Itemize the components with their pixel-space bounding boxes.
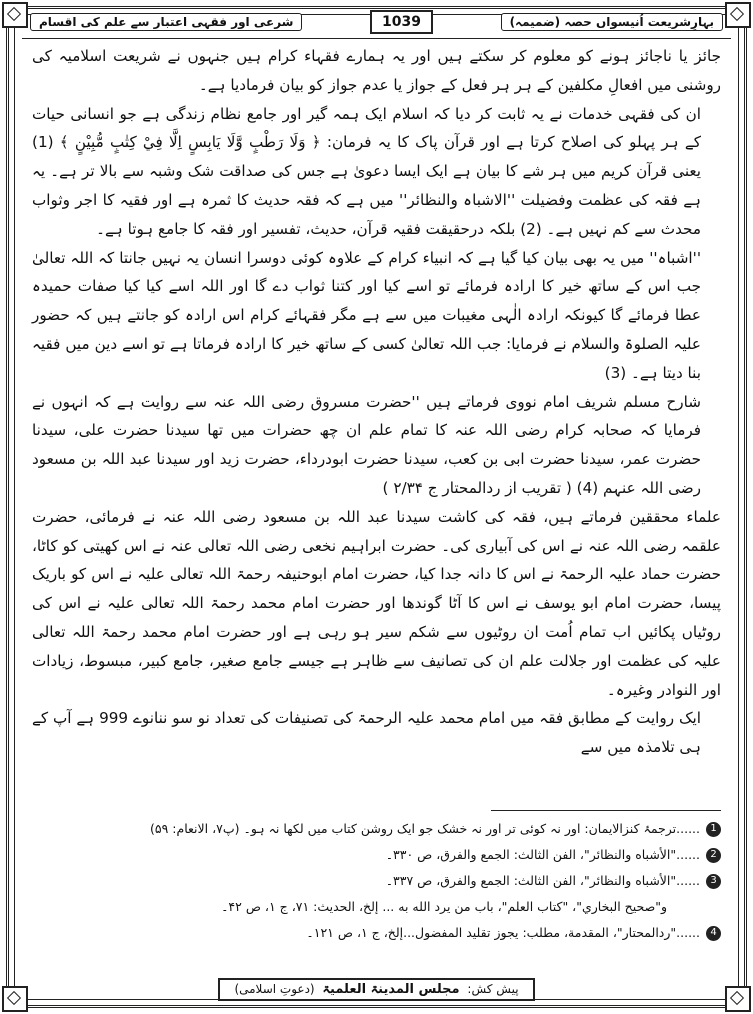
publisher-name: مجلس المدینۃ العلمیۃ: [322, 981, 460, 997]
paragraph: جائز یا ناجائز ہونے کو معلوم کر سکتے ہیں اور یہ ہمارے فقہاء کرام ہیں جنہوں نے شریعت اسلامیہ کی روشنی میں افعالِ مکلفین کے ہر ہر فعل کے جواز یا عدم جواز کو بیان فرمادیا ہے۔: [32, 47, 721, 94]
footnote-number: 4: [706, 926, 721, 941]
footer-suffix: (دعوتِ اسلامی): [234, 981, 315, 996]
footnote-number: 1: [706, 822, 721, 837]
footnote-number: 3: [706, 874, 721, 889]
paragraph: ''اشباہ'' میں یہ بھی بیان کیا گیا ہے کہ انبیاء کرام کے علاوہ کوئی دوسرا انسان یہ نہیں جانتا کہ اللہ تعالیٰ جب اس کے ساتھ خیر کا ارادہ فرمائے تو اسے کیا اور کتنا ثواب دے گا اور اللہ اسے کیا کیا صفات حمیدہ عطا فرمائے گا کیونکہ ارادہ الٰہی مغیبات میں سے ہے مگر فقہائے کرام اس ارادہ کو جانتے ہیں کہ حضور علیہ الصلوۃ والسلام نے فرمایا: جب اللہ تعالیٰ کسی کے ساتھ خیر کا ارادہ فرماتا ہے تو اسے دین میں فقیہ بنا دیتا ہے۔ (3): [32, 248, 701, 382]
publisher-box: [218, 978, 534, 1001]
footnotes: [32, 816, 721, 946]
page-number: 1039: [370, 10, 433, 34]
footnote: [32, 920, 721, 946]
header-divider: [22, 38, 731, 39]
main-text: [32, 42, 721, 762]
section-title: شرعی اور فقہی اعتبار سے علم کی اقسام: [30, 13, 302, 31]
footnote-text: و"صحيح البخاري"، "كتاب العلم"، باب من يرد الله به ... إلخ، الحديث: ۷۱، ج ۱، ص ۴۲۔: [221, 899, 667, 914]
paragraph: علماء محققین فرماتے ہیں، فقہ کی کاشت سیدنا عبد اللہ بن مسعود رضی اللہ عنہ نے فرمائی، حضرت علقمہ رضی اللہ عنہ نے اس کی آبیاری کی۔ حضرت ابراہیم نخعی رضی اللہ تعالی عنہ نے اس کھیتی کو کاٹا، حضرت حماد علیہ الرحمۃ نے اس کا دانہ جدا کیا، حضرت امام ابوحنیفہ رحمۃ اللہ تعالی علیہ نے اس کو باریک پیسا، حضرت امام ابو یوسف نے اس کا آٹا گوندھا اور حضرت امام محمد رحمۃ اللہ تعالی علیہ نے اس کی روٹیاں پکائیں اب تمام اُمت ان روٹیوں سے شکم سیر ہو رہی ہے اور حضرت امام محمد رحمۃ اللہ تعالی علیہ کی عظمت اور جلالت علم ان کی تصانیف سے ظاہر ہے جیسے جامع صغیر، جامع کبیر، مبسوط، زیادات اور النوادر وغیرہ۔: [32, 507, 721, 699]
page-footer: [0, 974, 753, 1004]
footnote-text: ......ترجمۂ کنزالایمان: اور نہ کوئی تر اور نہ خشک جو ایک روشن کتاب میں لکھا نہ ہو۔ (پ۷، الانعام: ۵۹): [149, 821, 700, 836]
footnote-continuation: [32, 894, 721, 920]
footnote-text: ......"الأشباه والنظائر"، الفن الثالث: الجمع والفرق، ص ۳۳۷۔: [385, 873, 700, 888]
footnote-divider: [491, 810, 721, 811]
paragraph: ان کی فقہی خدمات نے یہ ثابت کر دیا کہ اسلام ایک ہمہ گیر اور جامع نظام زندگی ہے جو انسانی حیات کے ہر پہلو کی اصلاح کرتا ہے اور قرآن پاک کا یہ فرمان: ﴿ وَلَا رَطْبٍ وَّلَا يَابِسٍ اِلَّا فِيْ كِتٰبٍ مُّبِيْنٍ ﴾ (1) یعنی قرآن کریم میں ہر شے کا بیان ہے ایک ایسا دعویٰ ہے جس کی صداقت شک وشبہ سے بالا تر ہے۔ یہ ہے فقہ کی عظمت وفضیلت ''الاشباہ والنظائر'' میں ہے کہ فقہ حدیث کا ثمرہ ہے اور فقیہ کا اجر وثواب محدث سے کم نہیں ہے۔ (2) بلکہ درحقیقت فقیہ قرآن، حدیث، تفسیر اور فقہ کا جامع ہوتا ہے۔: [32, 104, 701, 238]
paragraph: شارح مسلم شریف امام نووی فرماتے ہیں ''حضرت مسروق رضی اللہ عنہ سے روایت ہے کہ انہوں نے فرمایا کہ صحابہ کرام رضی اللہ عنہ کا تمام علم ان چھ حضرات میں تھا سیدنا حضرت علی، سیدنا حضرت عمر، سیدنا حضرت ابی بن کعب، سیدنا حضرت ابودرداء، حضرت زید اور سیدنا عبد اللہ بن مسعود رضی اللہ عنہم (4) ( تقریب از ردالمحتار ج ۲/۳۴ ): [32, 392, 701, 497]
page-header: [30, 8, 723, 36]
corner-ornament: [2, 2, 28, 28]
footnote-text: ......"ردالمحتار"، المقدمة، مطلب: يجوز تقليد المفضول...إلخ، ج ۱، ص ۱۲۱۔: [306, 925, 700, 940]
footnote: [32, 868, 721, 894]
book-title: بہارِشریعت اُنیسواں حصہ (ضمیمہ): [501, 13, 723, 31]
footnote: [32, 842, 721, 868]
footnote: [32, 816, 721, 842]
footer-prefix: پیش کش:: [467, 981, 519, 996]
footnote-number: 2: [706, 848, 721, 863]
footnote-text: ......"الأشباه والنظائر"، الفن الثالث: الجمع والفرق، ص ۳۳۰۔: [385, 847, 700, 862]
paragraph: ایک روایت کے مطابق فقہ میں امام محمد علیہ الرحمۃ کی تصنیفات کی تعداد نو سو ننانوے 999 ہے آپ کے ہی تلامذہ میں سے: [32, 709, 701, 757]
corner-ornament: [725, 2, 751, 28]
